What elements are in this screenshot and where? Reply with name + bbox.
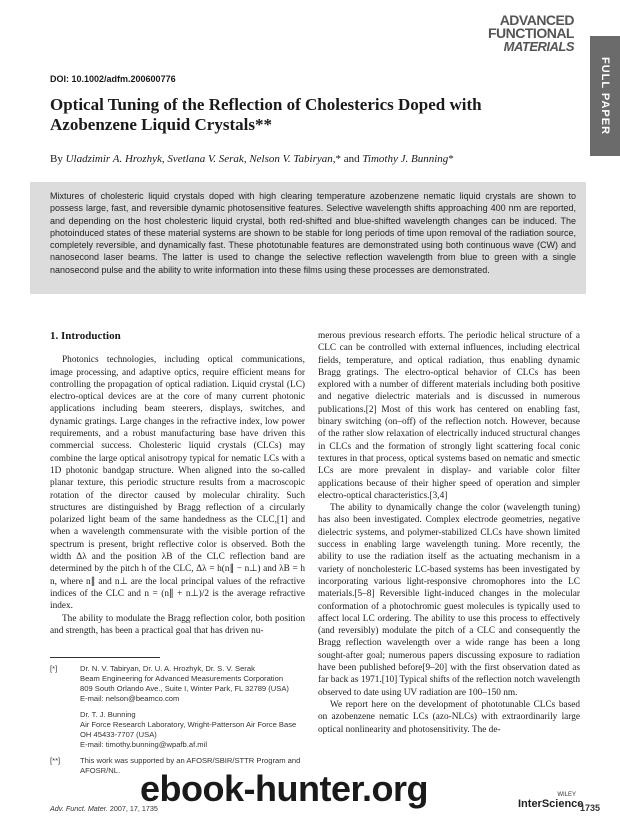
right-paragraph-3: We report here on the development of phototunable CLCs based on azobenzene nematic LCs (azo-NLCs) with extraordinarily large optical nonlinearity and photosensitivity. The de- xyxy=(318,699,580,735)
footer-journal: Adv. Funct. Mater. xyxy=(50,804,108,813)
journal-logo-line3: MATERIALS xyxy=(503,39,574,54)
doi: DOI: 10.1002/adfm.200600776 xyxy=(50,74,176,84)
footnote-authors xyxy=(50,664,305,704)
right-paragraph-1: merous previous research efforts. The periodic helical structure of a CLC can be controlled with external influences, including electrical fields, temperature, and optical radiation, thus enabling dynamic Bragg gratings. The electro-optical behavior of CLCs has been explored with a number of different materials including both positive and negative dielectric materials and is discussed in numerous publications.[2] Most of this work has centered on enabling fast, binary switching (on–off) of the reflection notch. However, because of the rather slow relaxation of electrically induced structural changes in CLCs and the formation of strongly light scattering focal conic textures in that process, optical systems based on nematic and smectic LCs are more prevalent in display- and variable color filter applications because of their higher speed of operation and simpler electro-optical characteristics.[3,4] xyxy=(318,331,580,501)
journal-logo-line1: ADVANCED xyxy=(499,12,574,28)
publisher-brand: InterScience xyxy=(518,798,584,810)
article-title: Optical Tuning of the Reflection of Cholesterics Doped with Azobenzene Liquid Crystals** xyxy=(50,95,482,134)
publisher-top: WILEY xyxy=(557,792,576,798)
footer-citation xyxy=(50,804,158,813)
footnote-mark-2: [**] xyxy=(50,756,61,765)
footnotes xyxy=(50,664,305,782)
author-1: Uladzimir A. Hrozhyk xyxy=(65,153,162,165)
footnote-3-text: This work was supported by an AFOSR/SBIR/STTR Program and AFOSR/NL. xyxy=(80,756,301,775)
footnote-mark-1: [*] xyxy=(50,664,58,673)
intro-paragraph-1: Photonics technologies, including optical communications, image processing, and adaptive optics, require efficient means for controlling the propagation of optical radiation. Liquid crystal (LC) electro-optical devices are at the core of many current photonic applications including beam steerers, displays, switches, and dynamic gratings. Large changes in the refractive index, low power requirements, and a robust manufacturing base have driven this commercial success. Cholesteric liquid crystals (CLCs) may combine the large optical anisotropy typical for nematic LCs with a 1D photonic bandgap structure. When aligned into the so-called planar texture, this periodic structure results from a macroscopic rotation of the director caused by molecular chirality. Such structures are distinguished by Bragg reflection of a circularly polarized light beam of the same handedness as the CLC,[1] and when a wavelength commensurate with the visible portion of the spectrum is present, bright reflective color is observed. Both the width Δλ and the position λB of the CLC reflection band are determined by the pitch h of the CLC, Δλ = h(n∥ − n⊥) and λB = h n, where n∥ and n⊥ are the local principal values of the refractive indices of the CLC and n = (n∥ + n⊥)/2 is the average refractive index. xyxy=(50,355,305,612)
footer-citation-text: 2007, 17, 1735 xyxy=(107,804,158,813)
footnote-2-line2: Air Force Research Laboratory, Wright-Patterson Air Force Base xyxy=(80,720,297,729)
footnote-1-email[interactable]: E-mail: nelson@beamco.com xyxy=(80,694,180,703)
author-4-mark: * xyxy=(448,153,454,165)
footnote-author-bunning xyxy=(50,710,305,750)
footnote-1-line3: 809 South Orlando Ave., Suite I, Winter Park, FL 32789 (USA) xyxy=(80,684,289,693)
authors-by: By xyxy=(50,153,66,165)
section-tab-label: FULL PAPER xyxy=(599,56,611,136)
intro-paragraph-2: The ability to modulate the Bragg reflection color, both position and strength, has been a practical goal that has driven nu- xyxy=(50,613,305,636)
author-4: Timothy J. Bunning xyxy=(362,153,449,165)
watermark: ebook-hunter.org xyxy=(140,768,428,809)
left-column xyxy=(50,330,305,637)
author-3: Nelson V. Tabiryan xyxy=(249,153,333,165)
footnote-2-line1: Dr. T. J. Bunning xyxy=(80,710,136,719)
footnote-1-line1: Dr. N. V. Tabiryan, Dr. U. A. Hrozhyk, Dr. S. V. Serak xyxy=(80,664,255,673)
footnote-divider xyxy=(50,657,160,658)
footnote-2-email[interactable]: E-mail: timothy.bunning@wpafb.af.mil xyxy=(80,740,208,749)
abstract-box xyxy=(30,182,586,294)
section-heading-introduction: 1. Introduction xyxy=(50,330,121,342)
journal-logo-line2: FUNCTIONAL xyxy=(488,25,574,41)
authors-and: and xyxy=(343,153,360,165)
author-2: Svetlana V. Serak xyxy=(167,153,244,165)
publisher-logo xyxy=(518,792,584,810)
section-tab xyxy=(590,36,620,156)
author-3-mark: * xyxy=(335,153,342,165)
footnote-2-line3: OH 45433-7707 (USA) xyxy=(80,730,157,739)
author-line: By Uladzimir A. Hrozhyk, Svetlana V. Serak, Nelson V. Tabiryan,* and Timothy J. Bunning* xyxy=(50,153,454,165)
right-column xyxy=(318,330,580,736)
journal-logo xyxy=(488,14,574,53)
abstract-text: Mixtures of cholesteric liquid crystals doped with high clearing temperature azobenzene nematic liquid crystals are shown to possess large, fast, and reversible dynamic photosensitive features. Selective wavelength shifts approaching 400 nm are reported, and depending on the host cholesteric liquid crystal, both red-shifted and blue-shifted wavelength changes can be induced. The photoinduced states of these material systems are shown to be stable for long periods of time upon removal of the radiation source, completely reversible, and dynamically fast. These phototunable features are demonstrated using both continuous wave (CW) and nanosecond laser beams. The latter is used to change the selective reflection wavelength from blue to green with a single nanosecond pulse and the ability to write information into these films using these processes are demonstrated. xyxy=(50,191,576,275)
right-paragraph-2: The ability to dynamically change the color (wavelength tuning) has also been investigated. Complex electrode geometries, negative dielectric systems, and polymer-stabilized CLCs have shown limited success in enabling large wavelength tuning. More recently, the ability to use the radiation itself as the actuating mechanism in a variety of noncholesteric LC-based systems has been investigated by incorporating various light-responsive chromophores into the LC materials.[5–8] Reversible light-induced changes in the molecular conformation of a photochromic guest molecules is typically used to affect local LC ordering. The ability to use this process to effectively (and reversibly) modulate the pitch of a CLC and consequently the Bragg reflection wavelength over a wide range has been a long sought-after goal; numerous papers discussing exposure to radiation have been published before[9–20] with the first observation dated as far back as 1971.[10] Typical shifts of the reflection notch wavelength observed to date using UV radiation are 100–150 nm. xyxy=(318,503,580,698)
footnote-1-line2: Beam Engineering for Advanced Measurements Corporation xyxy=(80,674,284,683)
page-number: 1735 xyxy=(579,803,600,813)
